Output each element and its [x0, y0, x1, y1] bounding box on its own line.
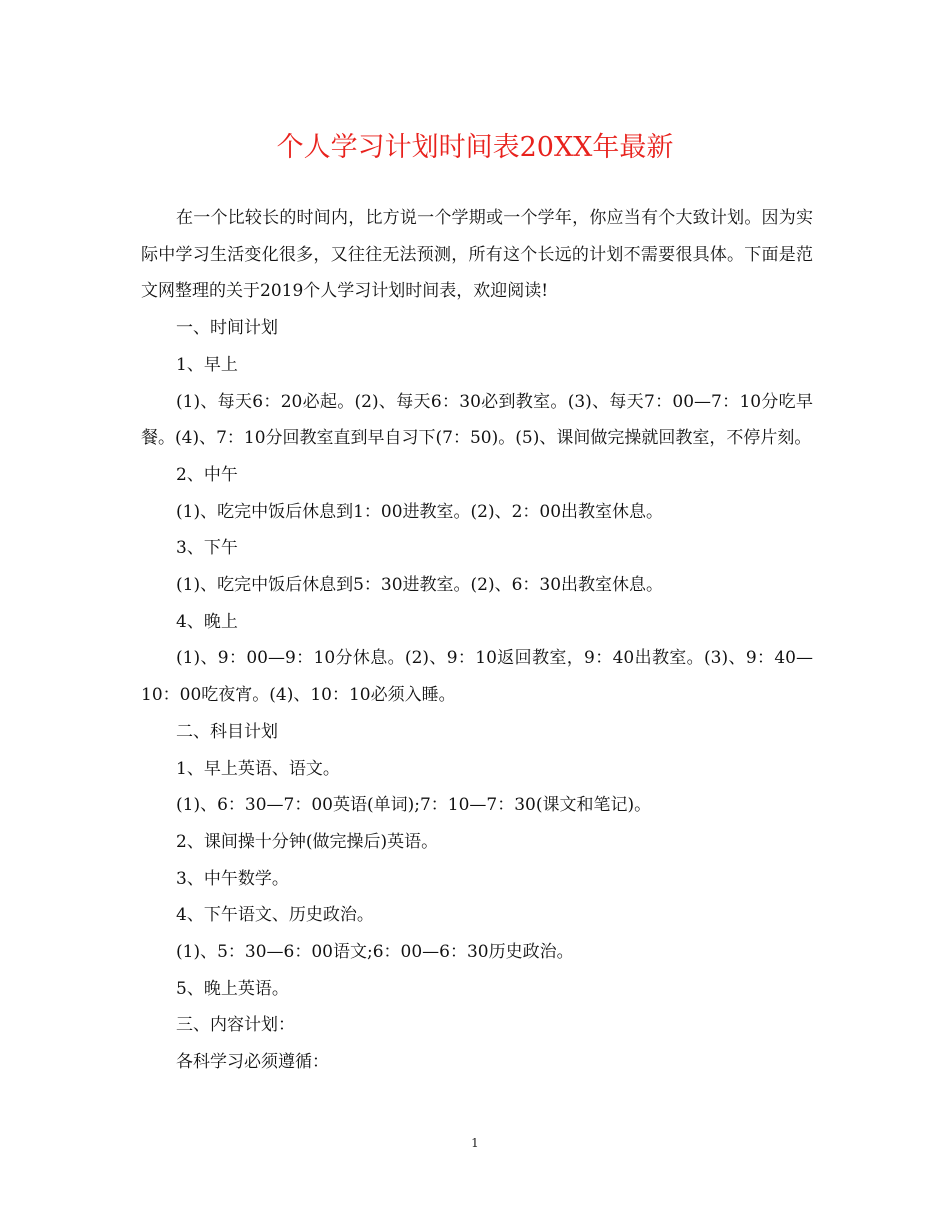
document-title: 个人学习计划时间表20XX年最新 [276, 132, 674, 163]
paragraph-morning-schedule: (1)、每天6：20必起。(2)、每天6：30必到教室。(3)、每天7：00—7：10分吃早餐。(4)、7：10分回教室直到早自习下(7：50)。(5)、课间做完操就回教室，不停片刻。 [141, 391, 813, 449]
paragraph-intro: 在一个比较长的时间内，比方说一个学期或一个学年，你应当有个大致计划。因为实际中学习生活变化很多，又往往无法预测，所有这个长远的计划不需要很具体。下面是范文网整理的关于2019个人学习计划时间表，欢迎阅读! [141, 208, 813, 302]
paragraph-content-rules: 各科学习必须遵循： [176, 1052, 329, 1073]
subheading-noon: 2、中午 [176, 464, 238, 485]
subject-item-afternoon: 4、下午语文、历史政治。 [176, 905, 374, 926]
subject-detail-morning: (1)、6：30—7：00英语(单词);7：10—7：30(课文和笔记)。 [176, 795, 652, 816]
page-number: 1 [471, 1136, 479, 1150]
subheading-morning: 1、早上 [176, 354, 238, 375]
subject-item-break: 2、课间操十分钟(做完操后)英语。 [176, 831, 439, 852]
subject-item-evening: 5、晚上英语。 [176, 978, 289, 999]
subheading-afternoon: 3、下午 [176, 538, 238, 559]
subject-item-morning: 1、早上英语、语文。 [176, 758, 340, 779]
paragraph-evening-schedule: (1)、9：00—9：10分休息。(2)、9：10返回教室，9：40出教室。(3)、9：40—10：00吃夜宵。(4)、10：10必须入睡。 [141, 648, 813, 706]
paragraph-noon-schedule: (1)、吃完中饭后休息到1：00进教室。(2)、2：00出教室休息。 [176, 501, 664, 522]
heading-content-plan: 三、内容计划： [176, 1015, 295, 1036]
heading-time-plan: 一、时间计划 [176, 318, 278, 339]
subject-item-noon: 3、中午数学。 [176, 868, 289, 889]
subheading-evening: 4、晚上 [176, 611, 238, 632]
paragraph-afternoon-schedule: (1)、吃完中饭后休息到5：30进教室。(2)、6：30出教室休息。 [176, 575, 664, 596]
document-body [141, 200, 813, 1081]
subject-detail-afternoon: (1)、5：30—6：00语文;6：00—6：30历史政治。 [176, 942, 574, 963]
heading-subject-plan: 二、科目计划 [176, 721, 278, 742]
